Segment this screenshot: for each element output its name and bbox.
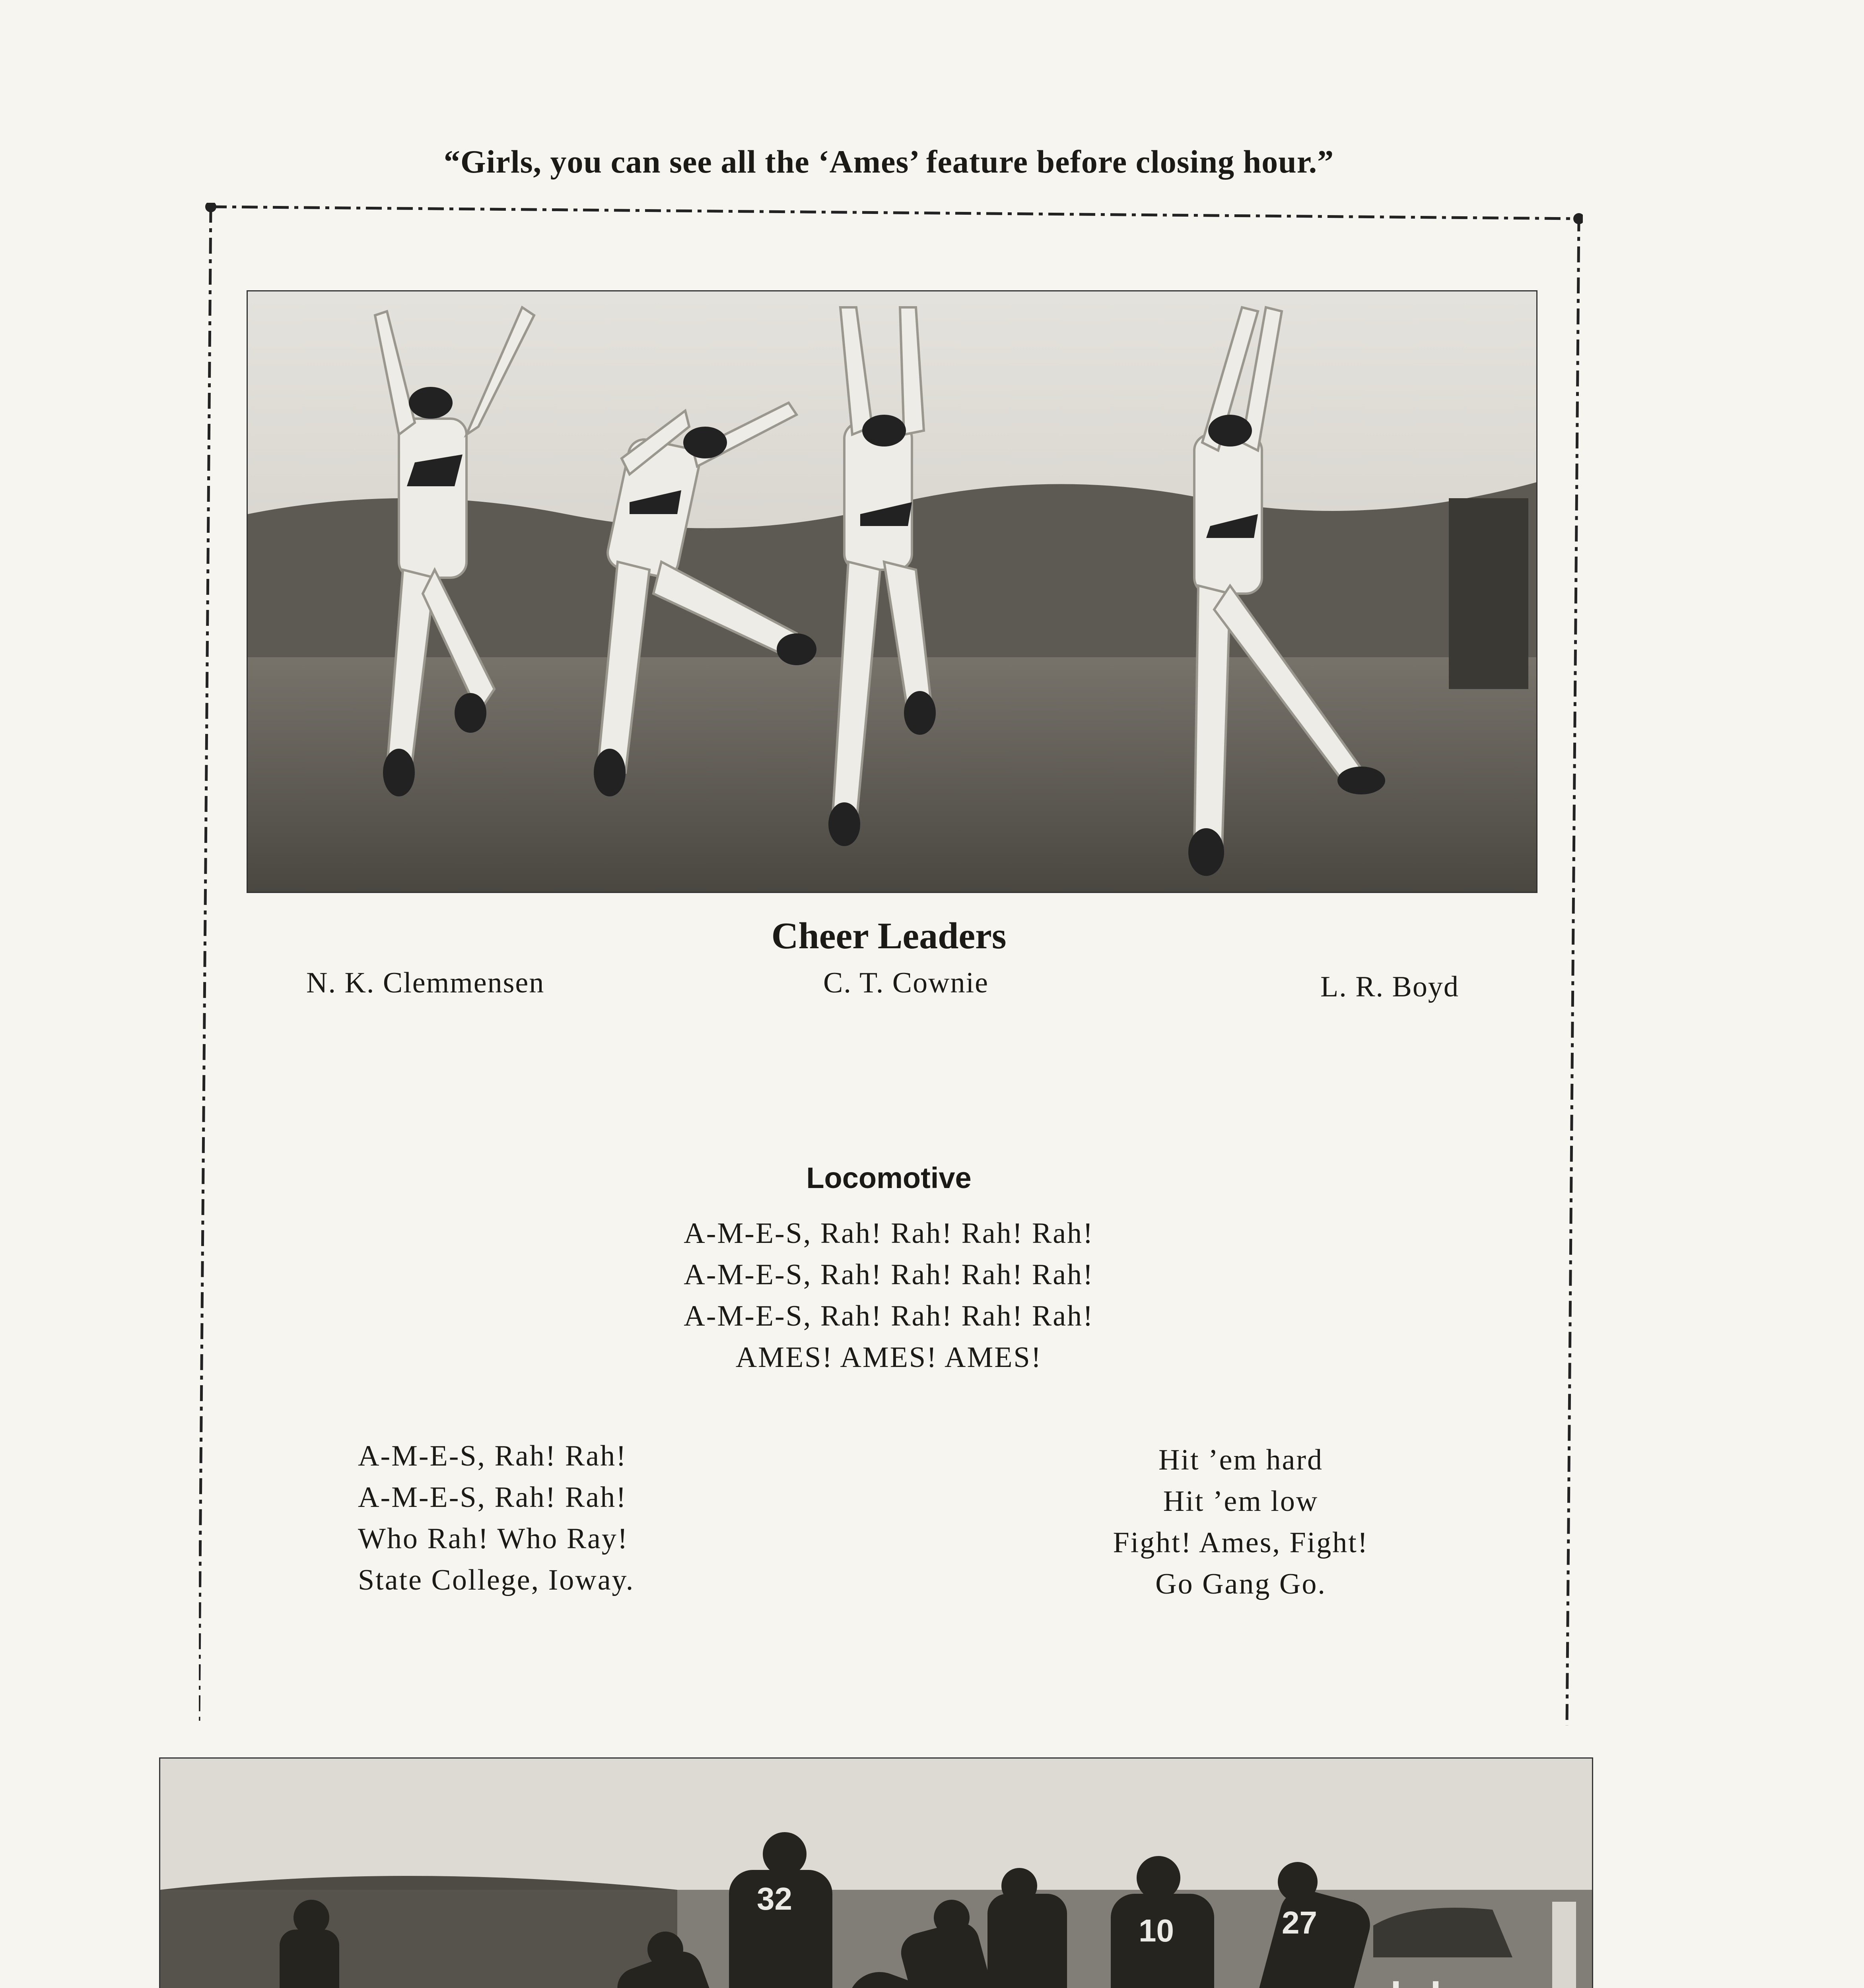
cheer-leaders-heading: Cheer Leaders xyxy=(771,915,1007,957)
yell-line: Hit ’em hard xyxy=(1158,1444,1324,1476)
yell-line: Hit ’em low xyxy=(1163,1485,1319,1518)
locomotive-yell xyxy=(569,1213,1209,1378)
yell-line: AMES! AMES! AMES! xyxy=(735,1341,1042,1374)
jersey-number: 27 xyxy=(1282,1905,1317,1940)
ames-yell-right xyxy=(1042,1439,1440,1605)
yell-line: A-M-E-S, Rah! Rah! Rah! Rah! xyxy=(684,1300,1094,1332)
yell-line: A-M-E-S, Rah! Rah! xyxy=(358,1481,627,1514)
yell-line: Go Gang Go. xyxy=(1155,1568,1326,1600)
yell-line: State College, Ioway. xyxy=(358,1564,635,1596)
cheer-leaders-photo xyxy=(247,290,1537,893)
yell-line: A-M-E-S, Rah! Rah! xyxy=(358,1440,627,1472)
jersey-number: 10 xyxy=(1139,1913,1174,1948)
locomotive-heading: Locomotive xyxy=(806,1161,972,1194)
top-advertisement: “Girls, you can see all the ‘Ames’ feature before closing hour.” xyxy=(443,144,1334,180)
jersey-number: 32 xyxy=(757,1881,792,1916)
yell-line: Fight! Ames, Fight! xyxy=(1113,1526,1369,1559)
cheer-leader-name: L. R. Boyd xyxy=(1320,971,1459,1003)
yell-line: Who Rah! Who Ray! xyxy=(358,1522,629,1555)
ames-yell-left xyxy=(358,1435,756,1601)
yell-line: A-M-E-S, Rah! Rah! Rah! Rah! xyxy=(684,1217,1094,1250)
cheer-leader-name: C. T. Cownie xyxy=(823,967,989,999)
yell-line: A-M-E-S, Rah! Rah! Rah! Rah! xyxy=(684,1258,1094,1291)
football-game-photo xyxy=(159,1757,1593,1988)
cheer-leader-name: N. K. Clemmensen xyxy=(306,967,545,999)
